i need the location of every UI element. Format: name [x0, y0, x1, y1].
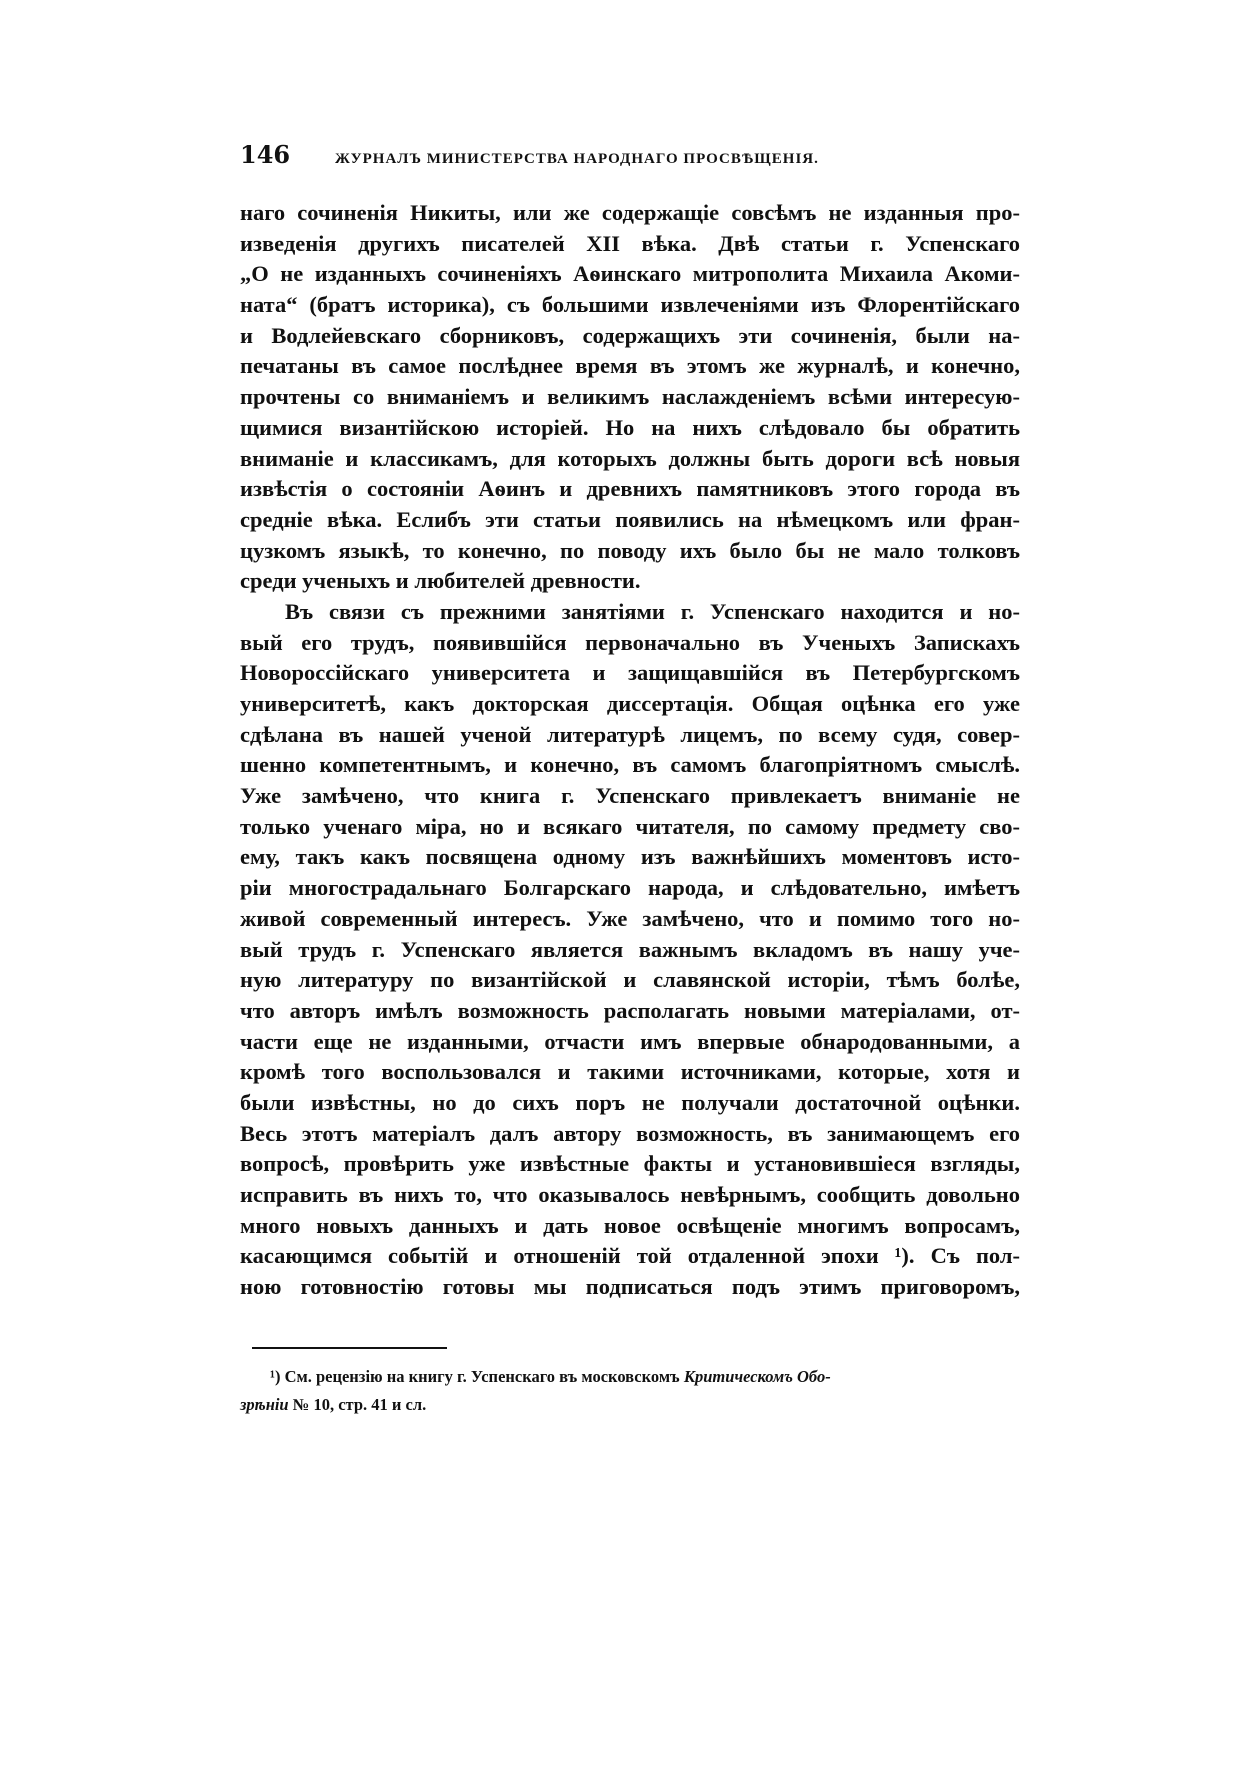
text-line: что авторъ имѣлъ возможность располагать новыми матеріалами, от- — [240, 997, 1020, 1023]
text-line: ему, такъ какъ посвящена одному изъ важнѣйшихъ моментовъ исто- — [240, 844, 1020, 870]
text-line: прочтены со вниманіемъ и великимъ наслажденіемъ всѣми интересую- — [240, 384, 1020, 410]
text-line: вый трудъ г. Успенскаго является важнымъ вкладомъ въ нашу уче- — [240, 936, 1020, 962]
footnote-text: № 10, стр. 41 и сл. — [288, 1394, 427, 1414]
text-line: только ученаго міра, но и всякаго читателя, по самому предмету сво- — [240, 813, 1020, 839]
paragraph-first-line: Въ связи съ прежними занятіями г. Успенскаго находится и но- — [285, 598, 1020, 624]
text-line: ріи многострадальнаго Болгарскаго народа, и слѣдовательно, имѣетъ — [240, 875, 1020, 901]
text-line: вниманіе и классикамъ, для которыхъ должны быть дороги всѣ новыя — [240, 445, 1020, 471]
text-line: исправить въ нихъ то, что оказывалось невѣрнымъ, сообщить довольно — [240, 1182, 1020, 1207]
text-line: Весь этотъ матеріалъ далъ автору возможность, въ занимающемъ его — [240, 1120, 1020, 1146]
running-header — [240, 140, 1020, 190]
text-line: „О не изданныхъ сочиненіяхъ Аѳинскаго митрополита Михаила Акоми- — [240, 261, 1020, 287]
page-number: 146 — [240, 140, 291, 169]
text-line: касающимся событій и отношеній той отдаленной эпохи ¹). Съ пол- — [240, 1243, 1020, 1269]
body-text — [240, 198, 1020, 1303]
text-line: наго сочиненія Никиты, или же содержащіе совсѣмъ не изданныя про- — [240, 200, 1020, 225]
text-line: сдѣлана въ нашей ученой литературѣ лицемъ, по всему судя, совер- — [240, 721, 1020, 747]
footnote-journal-title: Критическомъ Обо- — [683, 1366, 831, 1386]
text-line: цузкомъ языкѣ, то конечно, по поводу ихъ было бы не мало толковъ — [240, 537, 1020, 563]
text-line: Уже замѣчено, что книга г. Успенскаго привлекаетъ вниманіе не — [240, 783, 1020, 809]
text-line: среди ученыхъ и любителей древности. — [240, 568, 641, 594]
text-line: ною готовностію готовы мы подписаться подъ этимъ приговоромъ, — [240, 1274, 1020, 1300]
text-line: печатаны въ самое послѣднее время въ этомъ же журналѣ, и конечно, — [240, 353, 1020, 379]
footnote — [240, 1363, 1020, 1419]
text-line: средніе вѣка. Еслибъ эти статьи появились на нѣмецкомъ или фран- — [240, 506, 1020, 532]
text-line: вый его трудъ, появившійся первоначально въ Ученыхъ Запискахъ — [240, 629, 1020, 655]
text-line: щимися византійскою исторіей. Но на нихъ слѣдовало бы обратить — [240, 414, 1020, 440]
text-line: кромѣ того воспользовался и такими источниками, которые, хотя и — [240, 1059, 1020, 1085]
text-line: извѣстія о состояніи Аѳинъ и древнихъ памятниковъ этого города въ — [240, 476, 1020, 502]
text-line: живой современный интересъ. Уже замѣчено, что и помимо того но- — [240, 905, 1020, 931]
document-page — [240, 140, 1020, 1419]
footnote-text: ¹) См. рецензію на книгу г. Успенскаго въ московскомъ — [270, 1366, 684, 1386]
text-line: и Водлейевскаго сборниковъ, содержащихъ эти сочиненія, были на- — [240, 322, 1020, 348]
footnote-line — [240, 1391, 1020, 1419]
footnote-journal-title: зрѣніи — [240, 1394, 289, 1414]
footnote-line — [240, 1363, 1020, 1391]
text-line: ната“ (братъ историка), съ большими извлеченіями изъ Флорентійскаго — [240, 292, 1020, 318]
text-line: были извѣстны, но до сихъ поръ не получали достаточной оцѣнки. — [240, 1089, 1020, 1115]
text-line: части еще не изданными, отчасти имъ впервые обнародованными, а — [240, 1028, 1020, 1054]
text-line: Новороссійскаго университета и защищавшійся въ Петербургскомъ — [240, 660, 1020, 686]
text-line: ную литературу по византійской и славянской исторіи, тѣмъ болѣе, — [240, 967, 1020, 993]
journal-title: ЖУРНАЛЪ МИНИСТЕРСТВА НАРОДНАГО ПРОСВѢЩЕНІЯ. — [335, 151, 819, 167]
text-line: шенно компетентнымъ, и конечно, въ самомъ благопріятномъ смыслѣ. — [240, 752, 1020, 778]
text-line: изведенія другихъ писателей XII вѣка. Двѣ статьи г. Успенскаго — [240, 230, 1020, 256]
footnote-divider — [252, 1347, 447, 1349]
text-line: университетѣ, какъ докторская диссертація. Общая оцѣнка его уже — [240, 691, 1020, 716]
text-line: много новыхъ данныхъ и дать новое освѣщеніе многимъ вопросамъ, — [240, 1212, 1020, 1238]
text-line: вопросѣ, провѣрить уже извѣстные факты и установившіеся взгляды, — [240, 1151, 1020, 1177]
